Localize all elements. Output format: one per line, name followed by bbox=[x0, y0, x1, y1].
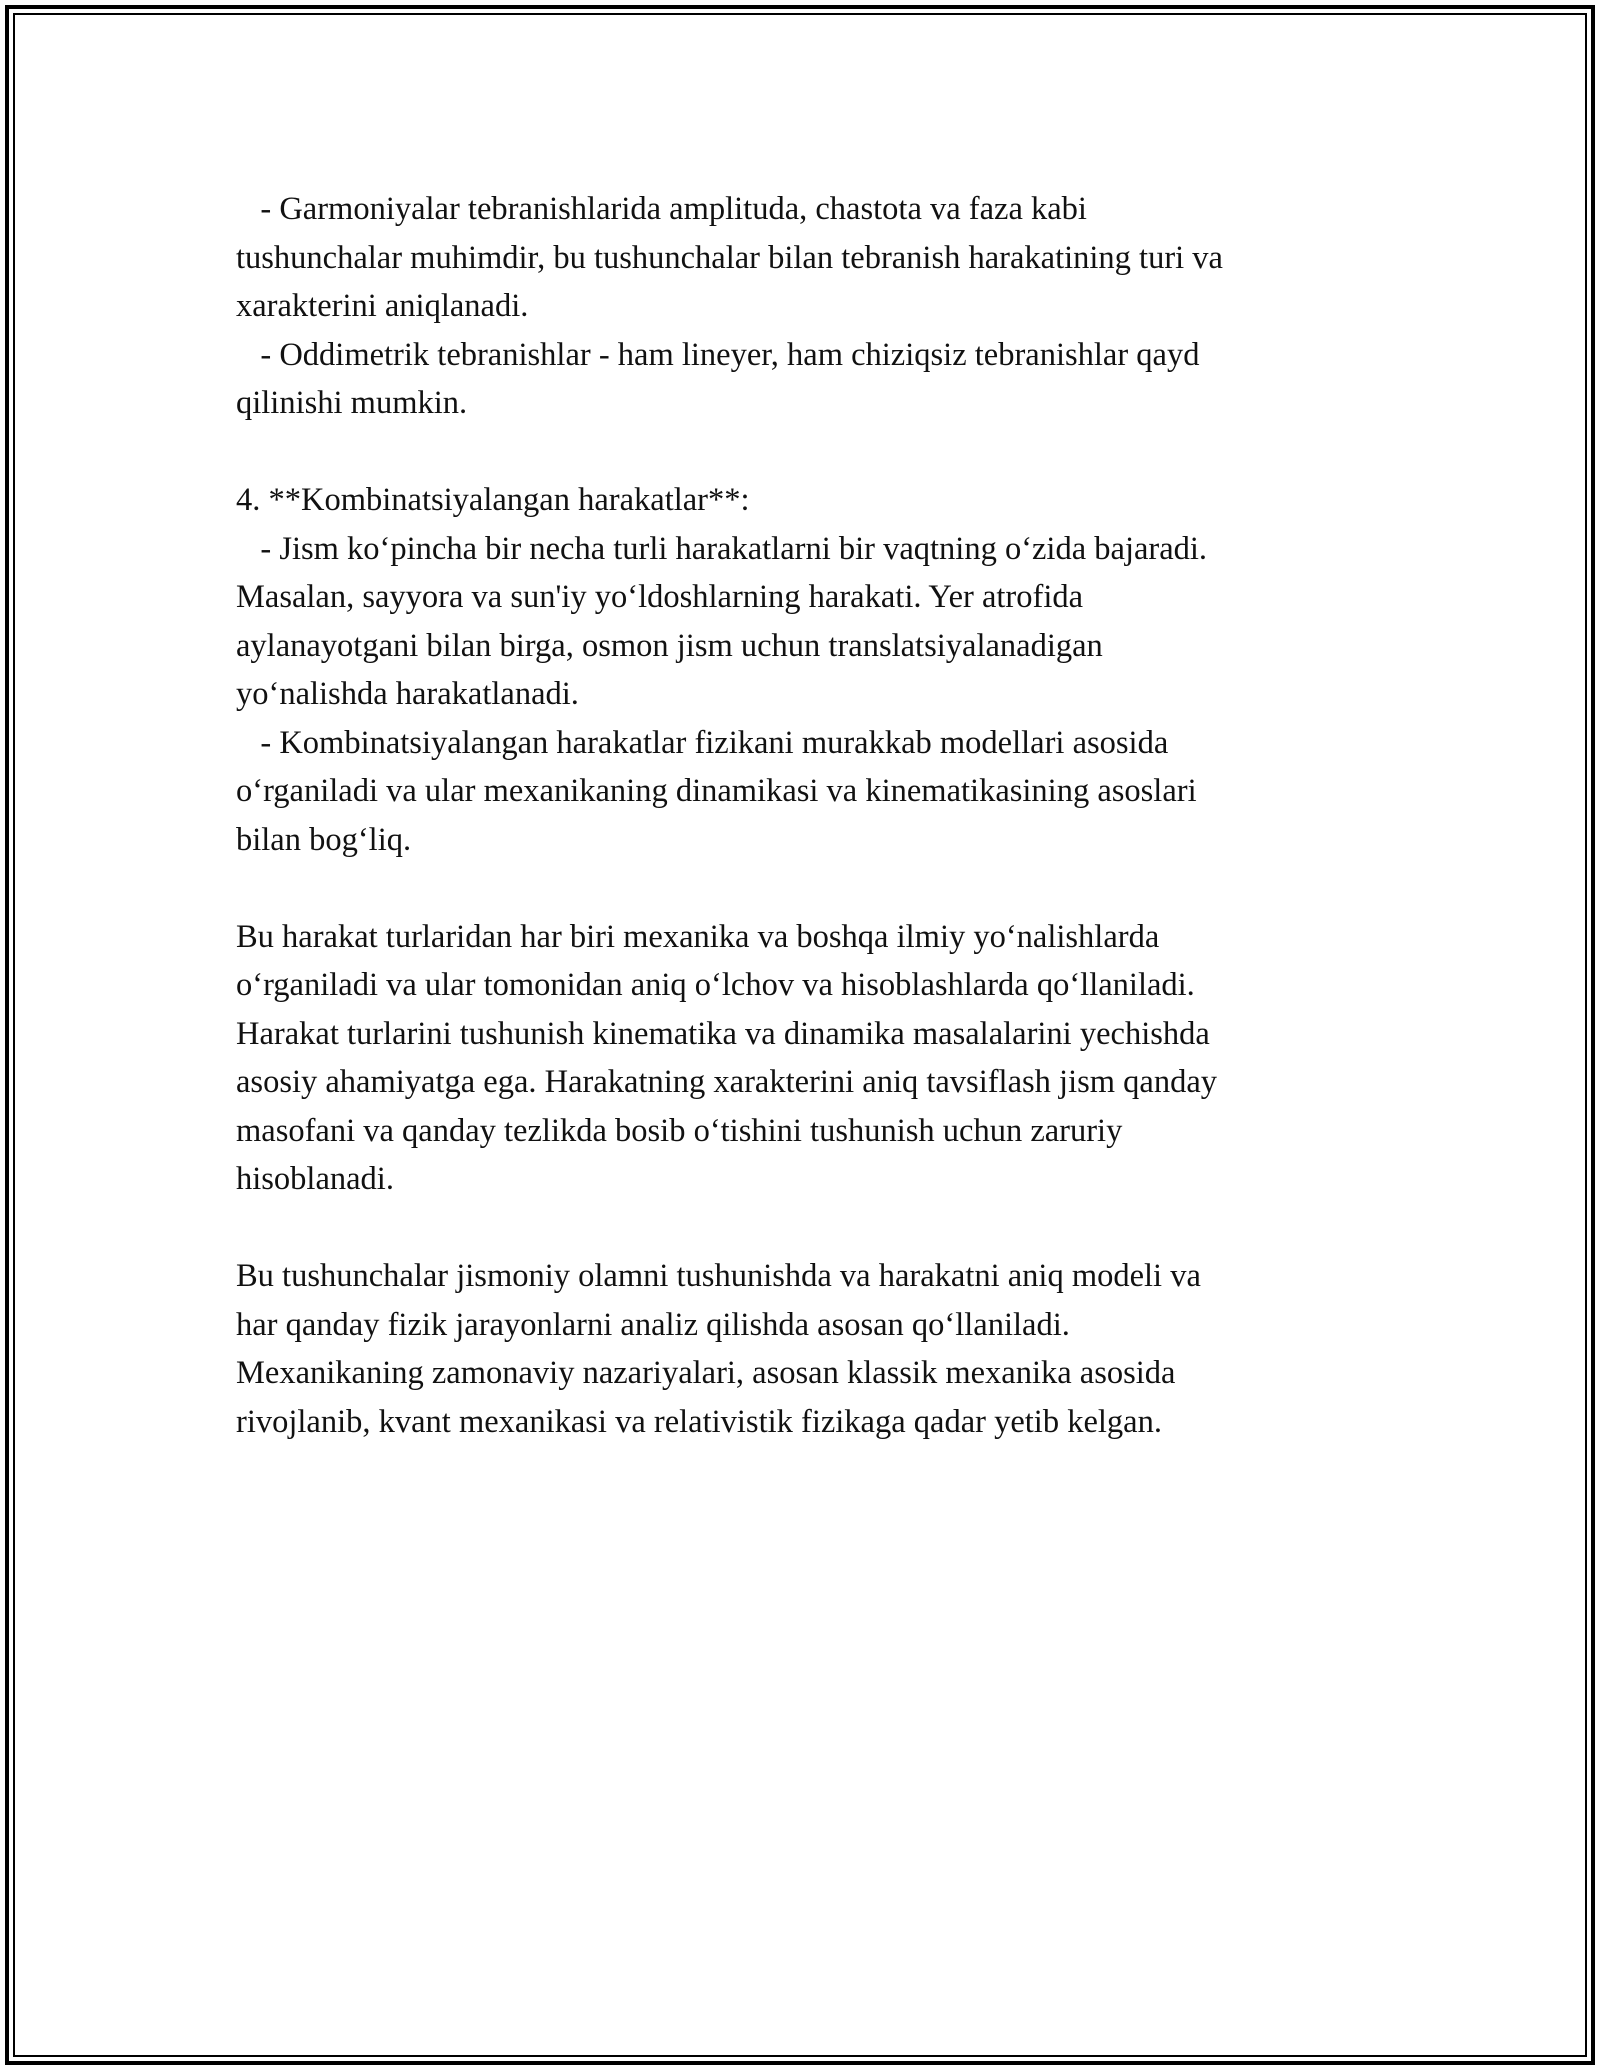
text-line: - Garmoniyalar tebranishlarida amplituda, chastota va faza kabi bbox=[236, 191, 1087, 227]
text-line: yo‘nalishda harakatlanadi. bbox=[236, 676, 579, 712]
text-line: har qanday fizik jarayonlarni analiz qilishda asosan qo‘llaniladi. bbox=[236, 1306, 1070, 1343]
text-line: o‘rganiladi va ular tomonidan aniq o‘lchov va hisoblashlarda qo‘llaniladi. bbox=[236, 967, 1195, 1003]
harmonics-list bbox=[236, 185, 1366, 428]
text-line: o‘rganiladi va ular mexanikaning dinamikasi va kinematikasining asoslari bbox=[236, 773, 1197, 809]
paragraph-conclusion bbox=[236, 1252, 1366, 1446]
text-line: Bu harakat turlaridan har biri mexanika va boshqa ilmiy yo‘nalishlarda bbox=[236, 918, 1160, 955]
text-line: bilan bog‘liq. bbox=[236, 821, 412, 858]
text-line: masofani va qanday tezlikda bosib o‘tishini tushunish uchun zaruriy bbox=[236, 1112, 1123, 1149]
text-line: rivojlanib, kvant mexanikasi va relativistik fizikaga qadar yetib kelgan. bbox=[236, 1403, 1162, 1440]
section4-list bbox=[236, 525, 1366, 865]
text-line: - Oddimetrik tebranishlar - ham lineyer, ham chiziqsiz tebranishlar qayd bbox=[236, 336, 1200, 373]
text-line: qilinishi mumkin. bbox=[236, 385, 468, 421]
text-line: Bu tushunchalar jismoniy olamni tushunishda va harakatni aniq modeli va bbox=[236, 1258, 1201, 1294]
section-heading: 4. **Kombinatsiyalangan harakatlar**: bbox=[236, 482, 750, 518]
document-body bbox=[236, 185, 1366, 1446]
text-line: Harakat turlarini tushunish kinematika va dinamika masalalarini yechishda bbox=[236, 1015, 1210, 1052]
text-line: tushunchalar muhimdir, bu tushunchalar bilan tebranish harakatining turi va bbox=[236, 239, 1223, 276]
text-line: - Jism ko‘pincha bir necha turli harakatlarni bir vaqtning o‘zida bajaradi. bbox=[236, 530, 1208, 567]
text-line: Mexanikaning zamonaviy nazariyalari, asosan klassik mexanika asosida bbox=[236, 1355, 1176, 1391]
spacer bbox=[236, 864, 1366, 913]
spacer bbox=[236, 1204, 1366, 1253]
text-line: hisoblanadi. bbox=[236, 1161, 394, 1197]
text-line: - Kombinatsiyalangan harakatlar fizikani murakkab modellari asosida bbox=[236, 724, 1169, 761]
text-line: xarakterini aniqlanadi. bbox=[236, 288, 529, 324]
spacer bbox=[236, 428, 1366, 477]
paragraph-summary bbox=[236, 913, 1366, 1204]
text-line: asosiy ahamiyatga ega. Harakatning xarakterini aniq tavsiflash jism qanday bbox=[236, 1064, 1217, 1100]
text-line: Masalan, sayyora va sun'iy yo‘ldoshlarning harakati. Yer atrofida bbox=[236, 579, 1084, 615]
text-line: aylanayotgani bilan birga, osmon jism uchun translatsiyalanadigan bbox=[236, 627, 1103, 664]
